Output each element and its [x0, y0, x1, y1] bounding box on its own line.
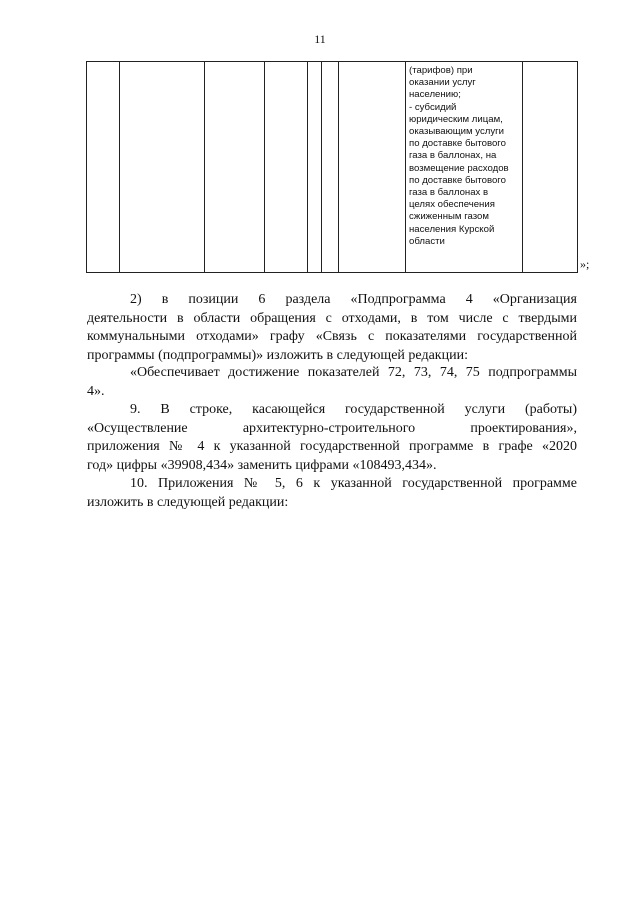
cell-line: области — [409, 235, 445, 247]
table-cell — [120, 62, 205, 273]
cell-line: оказывающим услуги — [409, 126, 505, 138]
text-line: 2) в позиции 6 раздела «Подпрограмма 4 «Организация — [130, 292, 577, 307]
table-cell — [87, 62, 120, 273]
text-line: 4». — [87, 383, 105, 399]
cell-line: - субсидий — [409, 101, 457, 113]
paragraph-item-9 — [87, 401, 577, 475]
cell-line: газа в баллонах в — [409, 187, 489, 199]
cell-line: населению; — [409, 89, 461, 101]
continuation-table — [86, 61, 578, 273]
cell-line: газа в баллонах, на — [409, 150, 497, 162]
table-cell — [265, 62, 308, 273]
text-line: «Осуществление архитектурно-строительного проектирования», — [87, 420, 577, 436]
table-cell — [205, 62, 265, 273]
text-line: изложить в следующей редакции: — [87, 494, 289, 510]
table-cell — [322, 62, 339, 273]
text-line: деятельности в области обращения с отходами, в том числе с твердыми — [87, 310, 577, 326]
cell-line: целях обеспечения — [409, 199, 495, 211]
cell-line: (тарифов) при — [409, 65, 473, 76]
text-line: год» цифры «39908,434» заменить цифрами «108493,434». — [87, 457, 437, 473]
cell-line: населения Курской — [409, 223, 495, 235]
paragraph-item-2 — [87, 291, 577, 365]
page-number: 11 — [314, 32, 326, 46]
paragraph-quote — [87, 364, 577, 401]
table-cell — [308, 62, 322, 273]
cell-line: сжиженным газом — [409, 211, 489, 223]
text-line: «Обеспечивает достижение показателей 72, 73, 74, 75 подпрограммы — [130, 365, 577, 380]
paragraph-item-10 — [87, 475, 577, 512]
cell-line: по доставке бытового — [409, 174, 506, 186]
text-line: коммунальными отходами» графу «Связь с показателями государственной — [87, 329, 577, 344]
cell-line: по доставке бытового — [409, 138, 506, 150]
text-line: 10. Приложения № 5, 6 к указанной государственной программе — [130, 476, 577, 491]
text-line: программы (подпрограммы)» изложить в следующей редакции: — [87, 347, 468, 363]
closing-quote: »; — [580, 257, 590, 271]
table-cell-description — [406, 62, 523, 273]
table-cell — [339, 62, 406, 273]
text-line: приложения № 4 к указанной государственной программе в графе «2020 — [87, 439, 577, 454]
cell-line: юридическим лицам, — [409, 113, 503, 125]
cell-line: возмещение расходов — [409, 162, 509, 174]
text-line: 9. В строке, касающейся государственной услуги (работы) — [130, 402, 577, 417]
table-cell — [523, 62, 578, 273]
cell-line: оказании услуг — [409, 77, 476, 89]
